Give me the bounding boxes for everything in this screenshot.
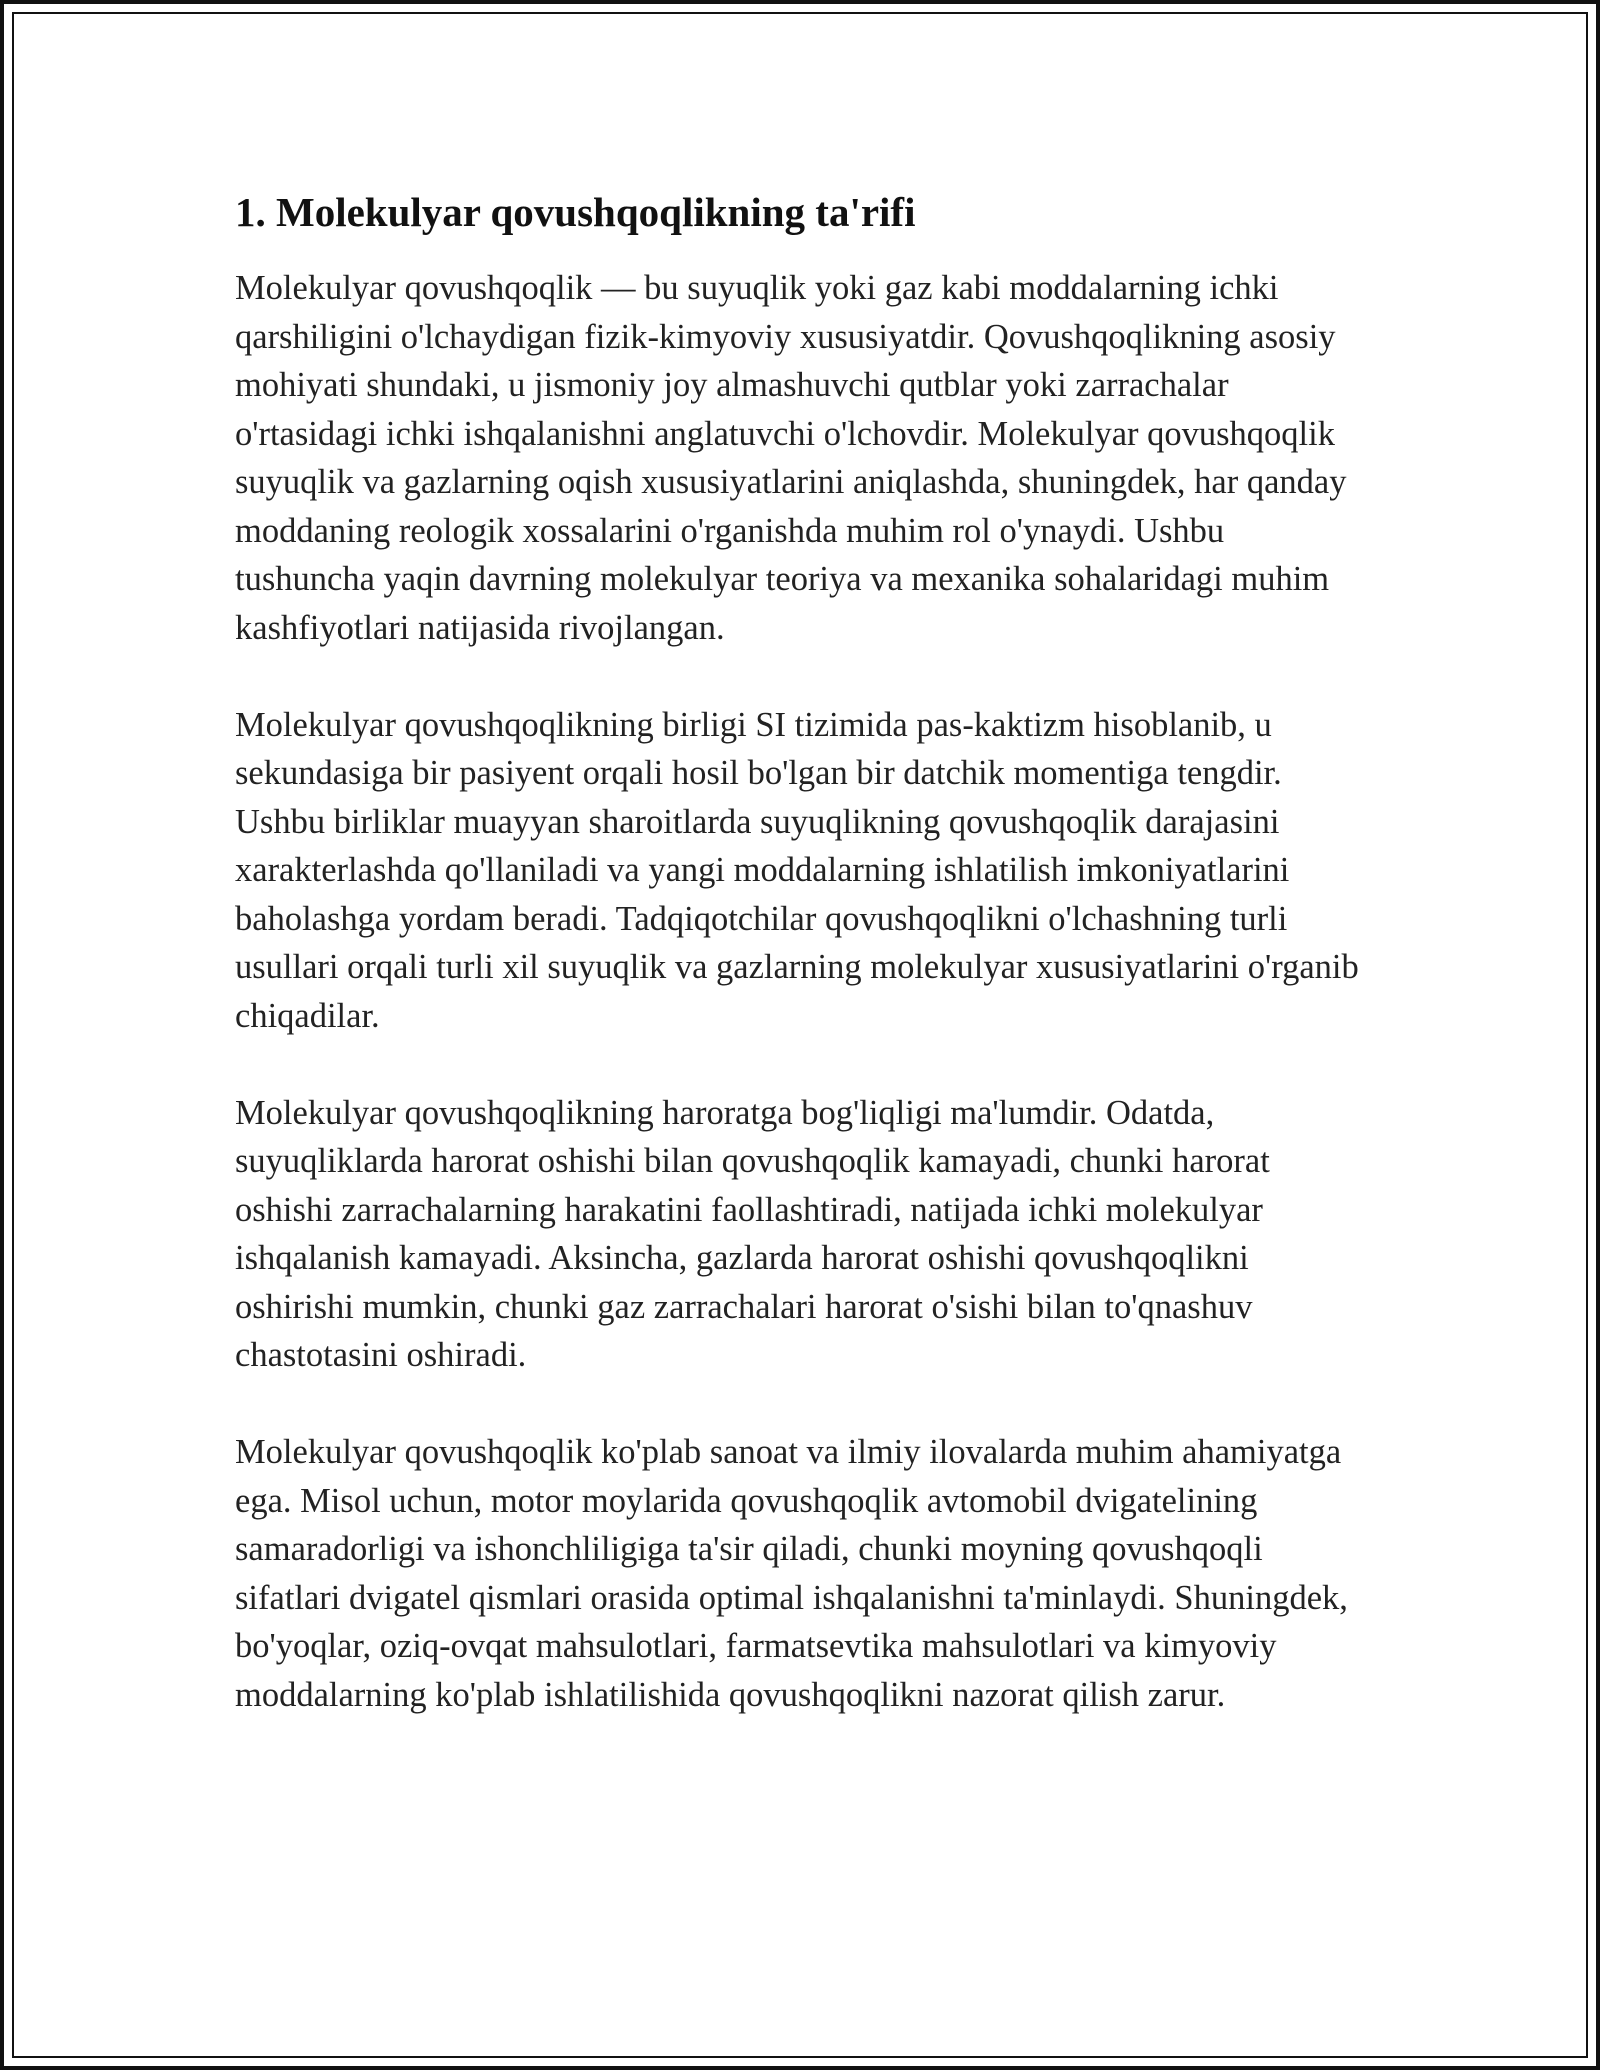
paragraph-temperature: Molekulyar qovushqoqlikning haroratga bog'liqligi ma'lumdir. Odatda, suyuqliklarda harorat oshishi bilan qovushqoqlik kamayadi, chunki harorat oshishi zarrachalarning harakatini faollashtiradi, natijada ichki molekulyar ishqalanish kamayadi. Aksincha, gazlarda harorat oshishi qovushqoqlikni oshirishi mumkin, chunki gaz zarrachalari harorat o'sishi bilan to'qnashuv chastotasini oshiradi. xyxy=(235,1093,1270,1374)
paragraph-applications: Molekulyar qovushqoqlik ko'plab sanoat va ilmiy ilovalarda muhim ahamiyatga ega. Misol uchun, motor moylarida qovushqoqlik avtomobil dvigatelining samaradorligi va ishonchliligiga ta'sir qiladi, chunki moyning qovushqoqli sifatlari dvigatel qismlari orasida optimal ishqalanishni ta'minlaydi. Shuningdek, bo'yoqlar, oziq-ovqat mahsulotlari, farmatsevtika mahsulotlari va kimyoviy moddalarning ko'plab ishlatilishida qovushqoqlikni nazorat qilish zarur. xyxy=(235,1433,1348,1714)
document-content xyxy=(235,188,1363,1719)
paragraph-definition: Molekulyar qovushqoqlik — bu suyuqlik yoki gaz kabi moddalarning ichki qarshiligini o'lchaydigan fizik-kimyoviy xususiyatdir. Qovushqoqlikning asosiy mohiyati shundaki, u jismoniy joy almashuvchi qutblar yoki zarrachalar o'rtasidagi ichki ishqalanishni anglatuvchi o'lchovdir. Molekulyar qovushqoqlik suyuqlik va gazlarning oqish xususiyatlarini aniqlashda, shuningdek, har qanday moddaning reologik xossalarini o'rganishda muhim rol o'ynaydi. Ushbu tushuncha yaqin davrning molekulyar teoriya va mexanika sohalaridagi muhim kashfiyotlari natijasida rivojlangan. xyxy=(235,269,1347,647)
paragraph-units: Molekulyar qovushqoqlikning birligi SI tizimida pas-kaktizm hisoblanib, u sekundasiga bir pasiyent orqali hosil bo'lgan bir datchik momentiga tengdir. Ushbu birliklar muayyan sharoitlarda suyuqlikning qovushqoqlik darajasini xarakterlashda qo'llaniladi va yangi moddalarning ishlatilish imkoniyatlarini baholashga yordam beradi. Tadqiqotchilar qovushqoqlikni o'lchashning turli usullari orqali turli xil suyuqlik va gazlarning molekulyar xususiyatlarini o'rganib chiqadilar. xyxy=(235,705,1359,1035)
section-title: 1. Molekulyar qovushqoqlikning ta'rifi xyxy=(235,189,916,235)
